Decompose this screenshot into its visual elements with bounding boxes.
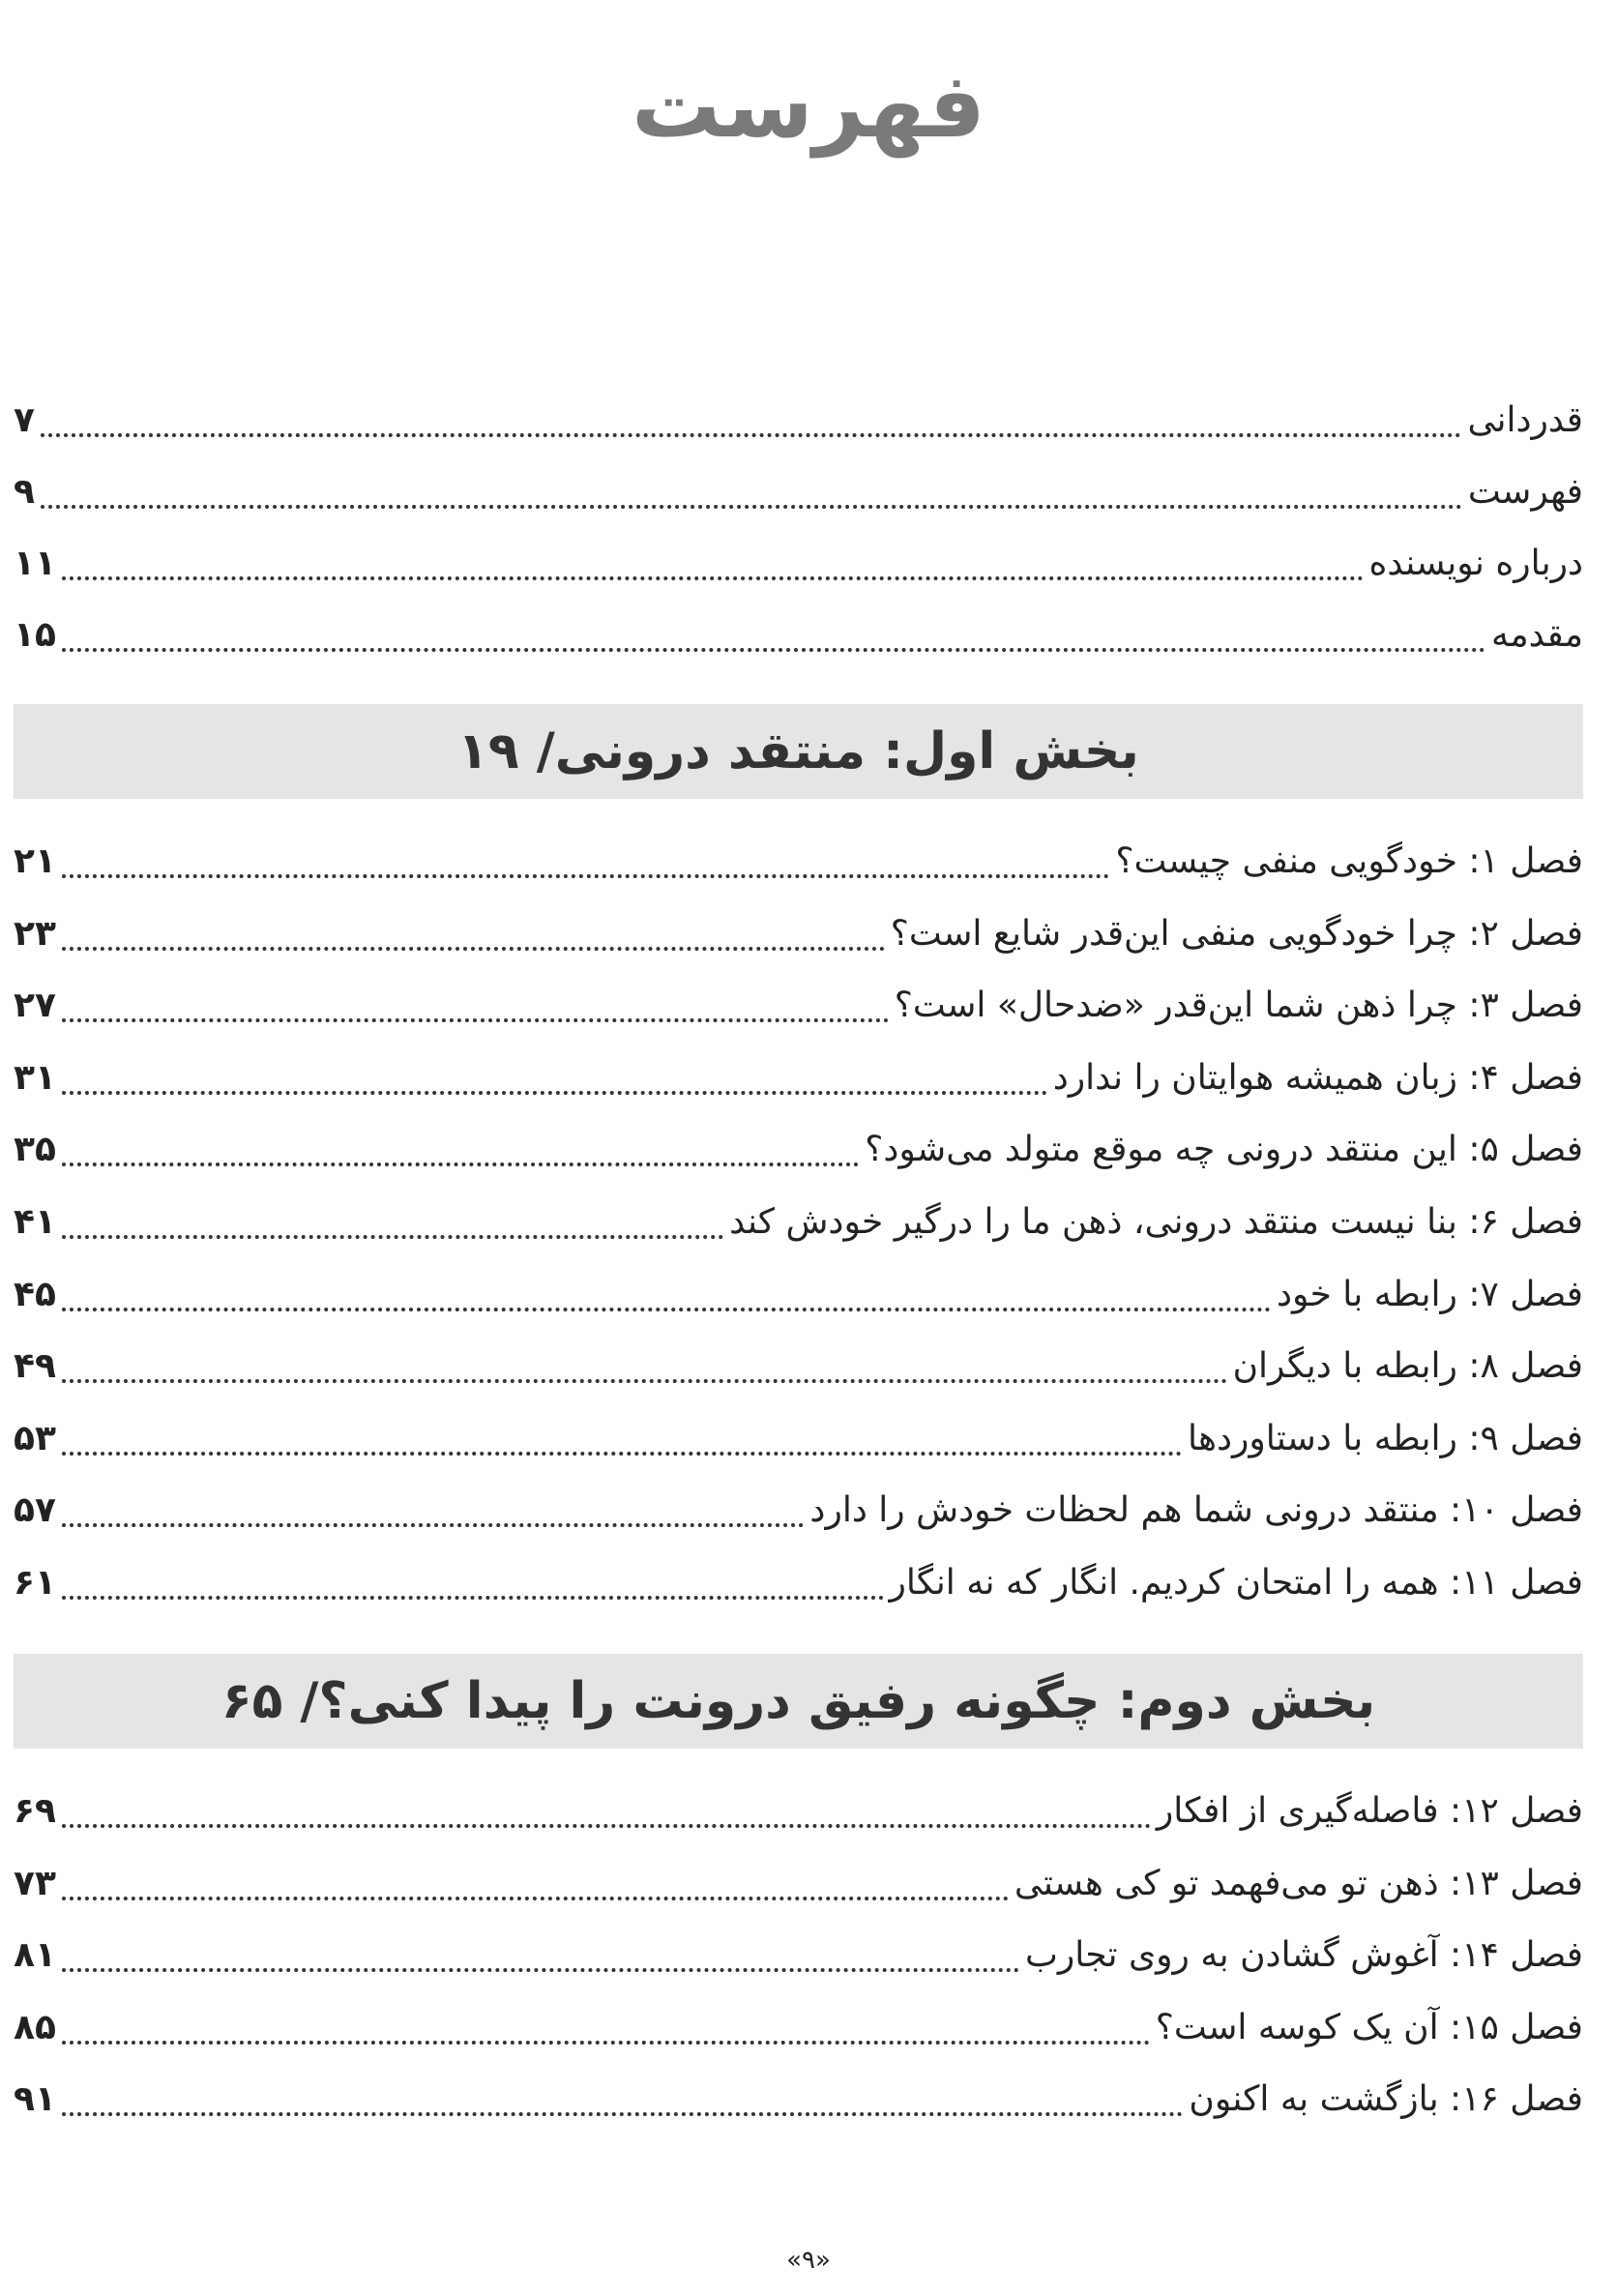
toc-entry (14, 832, 1583, 892)
toc-entry-label: فصل ۷: رابطه با خود (1276, 1274, 1583, 1314)
toc-entry (14, 1998, 1583, 2058)
toc-entry-page: ۴۵ (14, 1274, 56, 1314)
toc-entry (14, 1781, 1583, 1841)
toc-entry-label: فصل ۹: رابطه با دستاوردها (1188, 1418, 1583, 1458)
toc-entry (14, 534, 1583, 594)
dot-leader (41, 433, 1461, 437)
part2-heading: بخش دوم: چگونه رفیق درونت را پیدا کنی؟/ ۶۵ (14, 1654, 1583, 1749)
dot-leader (62, 1379, 1227, 1383)
toc-entry (14, 1926, 1583, 1986)
toc-entry (14, 1337, 1583, 1397)
toc-entry (14, 1481, 1583, 1541)
toc-entry-page: ۴۹ (14, 1346, 56, 1387)
toc-entry-page: ۷ (14, 400, 35, 440)
dot-leader (62, 648, 1485, 652)
toc-entry-page: ۱۵ (14, 615, 56, 655)
toc-entry-label: فهرست (1467, 472, 1583, 512)
dot-leader (62, 1596, 884, 1600)
toc-entry-label: فصل ۱۰: منتقد درونی شما هم لحظات خودش را دارد (809, 1490, 1583, 1531)
toc-entry-page: ۶۱ (14, 1563, 56, 1603)
toc-entry (14, 462, 1583, 522)
toc-entry-page: ۸۱ (14, 1935, 56, 1976)
dot-leader (62, 1968, 1019, 1972)
toc-entry-label: درباره نویسنده (1368, 544, 1583, 583)
toc-entry-page: ۲۷ (14, 986, 56, 1026)
toc-entry-label: فصل ۱۵: آن یک کوسه است؟ (1155, 2007, 1583, 2047)
toc-entry (14, 904, 1583, 964)
dot-leader (62, 1091, 1047, 1095)
dot-leader (62, 576, 1364, 580)
toc-entry-label: فصل ۱۶: بازگشت به اکنون (1189, 2079, 1583, 2120)
toc-entry-page: ۲۱ (14, 841, 56, 881)
toc-entry-page: ۲۳ (14, 913, 56, 954)
toc-entry-page: ۹۱ (14, 2079, 56, 2120)
dot-leader (62, 1824, 1151, 1828)
toc-entry-label: فصل ۱۳: ذهن تو می‌فهمد تو کی هستی (1014, 1863, 1583, 1903)
toc-entry-page: ۳۱ (14, 1057, 56, 1098)
toc-entry-page: ۴۱ (14, 1202, 56, 1242)
toc-entry (14, 2070, 1583, 2130)
toc-entry-label: فصل ۱۱: همه را امتحان کردیم. انگار که نه انگار (889, 1563, 1583, 1603)
toc-entry (14, 391, 1583, 451)
toc-entry-label: فصل ۵: این منتقد درونی چه موقع متولد می‌شود؟ (865, 1130, 1583, 1170)
dot-leader (62, 1897, 1009, 1900)
toc-entry-label: فصل ۱۲: فاصله‌گیری از افکار (1156, 1791, 1583, 1831)
dot-leader (62, 874, 1109, 878)
toc-entry-page: ۶۹ (14, 1791, 56, 1831)
toc-entry-label: مقدمه (1491, 615, 1583, 655)
toc-entry-page: ۵۳ (14, 1418, 56, 1458)
toc-entry-page: ۹ (14, 472, 35, 512)
dot-leader (62, 1018, 889, 1022)
dot-leader (62, 1452, 1182, 1456)
toc-entry (14, 1854, 1583, 1914)
dot-leader (62, 2041, 1150, 2045)
dot-leader (62, 1163, 859, 1166)
toc-entry (14, 1192, 1583, 1252)
page-title: فهرست (631, 54, 986, 158)
toc-entry (14, 1553, 1583, 1613)
part1-heading: بخش اول: منتقد درونی/ ۱۹ (14, 704, 1583, 799)
toc-entry (14, 1048, 1583, 1108)
toc-entry-page: ۱۱ (14, 544, 56, 583)
toc-entry-label: فصل ۸: رابطه با دیگران (1232, 1346, 1583, 1387)
page-number: «۹» (786, 2246, 831, 2275)
toc-entry-label: فصل ۲: چرا خودگویی منفی این‌قدر شایع است؟ (890, 913, 1583, 954)
toc-entry-page: ۵۷ (14, 1490, 56, 1531)
toc-entry (14, 1409, 1583, 1469)
dot-leader (62, 1523, 804, 1527)
toc-entry-label: فصل ۶: بنا نیست منتقد درونی، ذهن ما را درگیر خودش کند (729, 1202, 1583, 1242)
dot-leader (41, 505, 1462, 509)
toc-entry (14, 605, 1583, 665)
toc-entry (14, 1120, 1583, 1180)
toc-entry-label: فصل ۳: چرا ذهن شما این‌قدر «ضدحال» است؟ (894, 986, 1583, 1026)
toc-entry-page: ۸۵ (14, 2007, 56, 2047)
toc-entry (14, 976, 1583, 1036)
dot-leader (62, 2112, 1183, 2116)
dot-leader (62, 1308, 1271, 1311)
dot-leader (62, 1235, 723, 1239)
dot-leader (62, 947, 885, 951)
toc-entry-label: فصل ۴: زبان همیشه هوایتان را ندارد (1052, 1057, 1583, 1098)
toc-entry-label: فصل ۱: خودگویی منفی چیست؟ (1115, 841, 1583, 881)
toc-entry-label: قدردانی (1467, 400, 1583, 440)
toc-entry-page: ۳۵ (14, 1130, 56, 1170)
toc-entry (14, 1265, 1583, 1325)
toc-entry-label: فصل ۱۴: آغوش گشادن به روی تجارب (1025, 1935, 1583, 1976)
toc-entry-page: ۷۳ (14, 1863, 56, 1903)
